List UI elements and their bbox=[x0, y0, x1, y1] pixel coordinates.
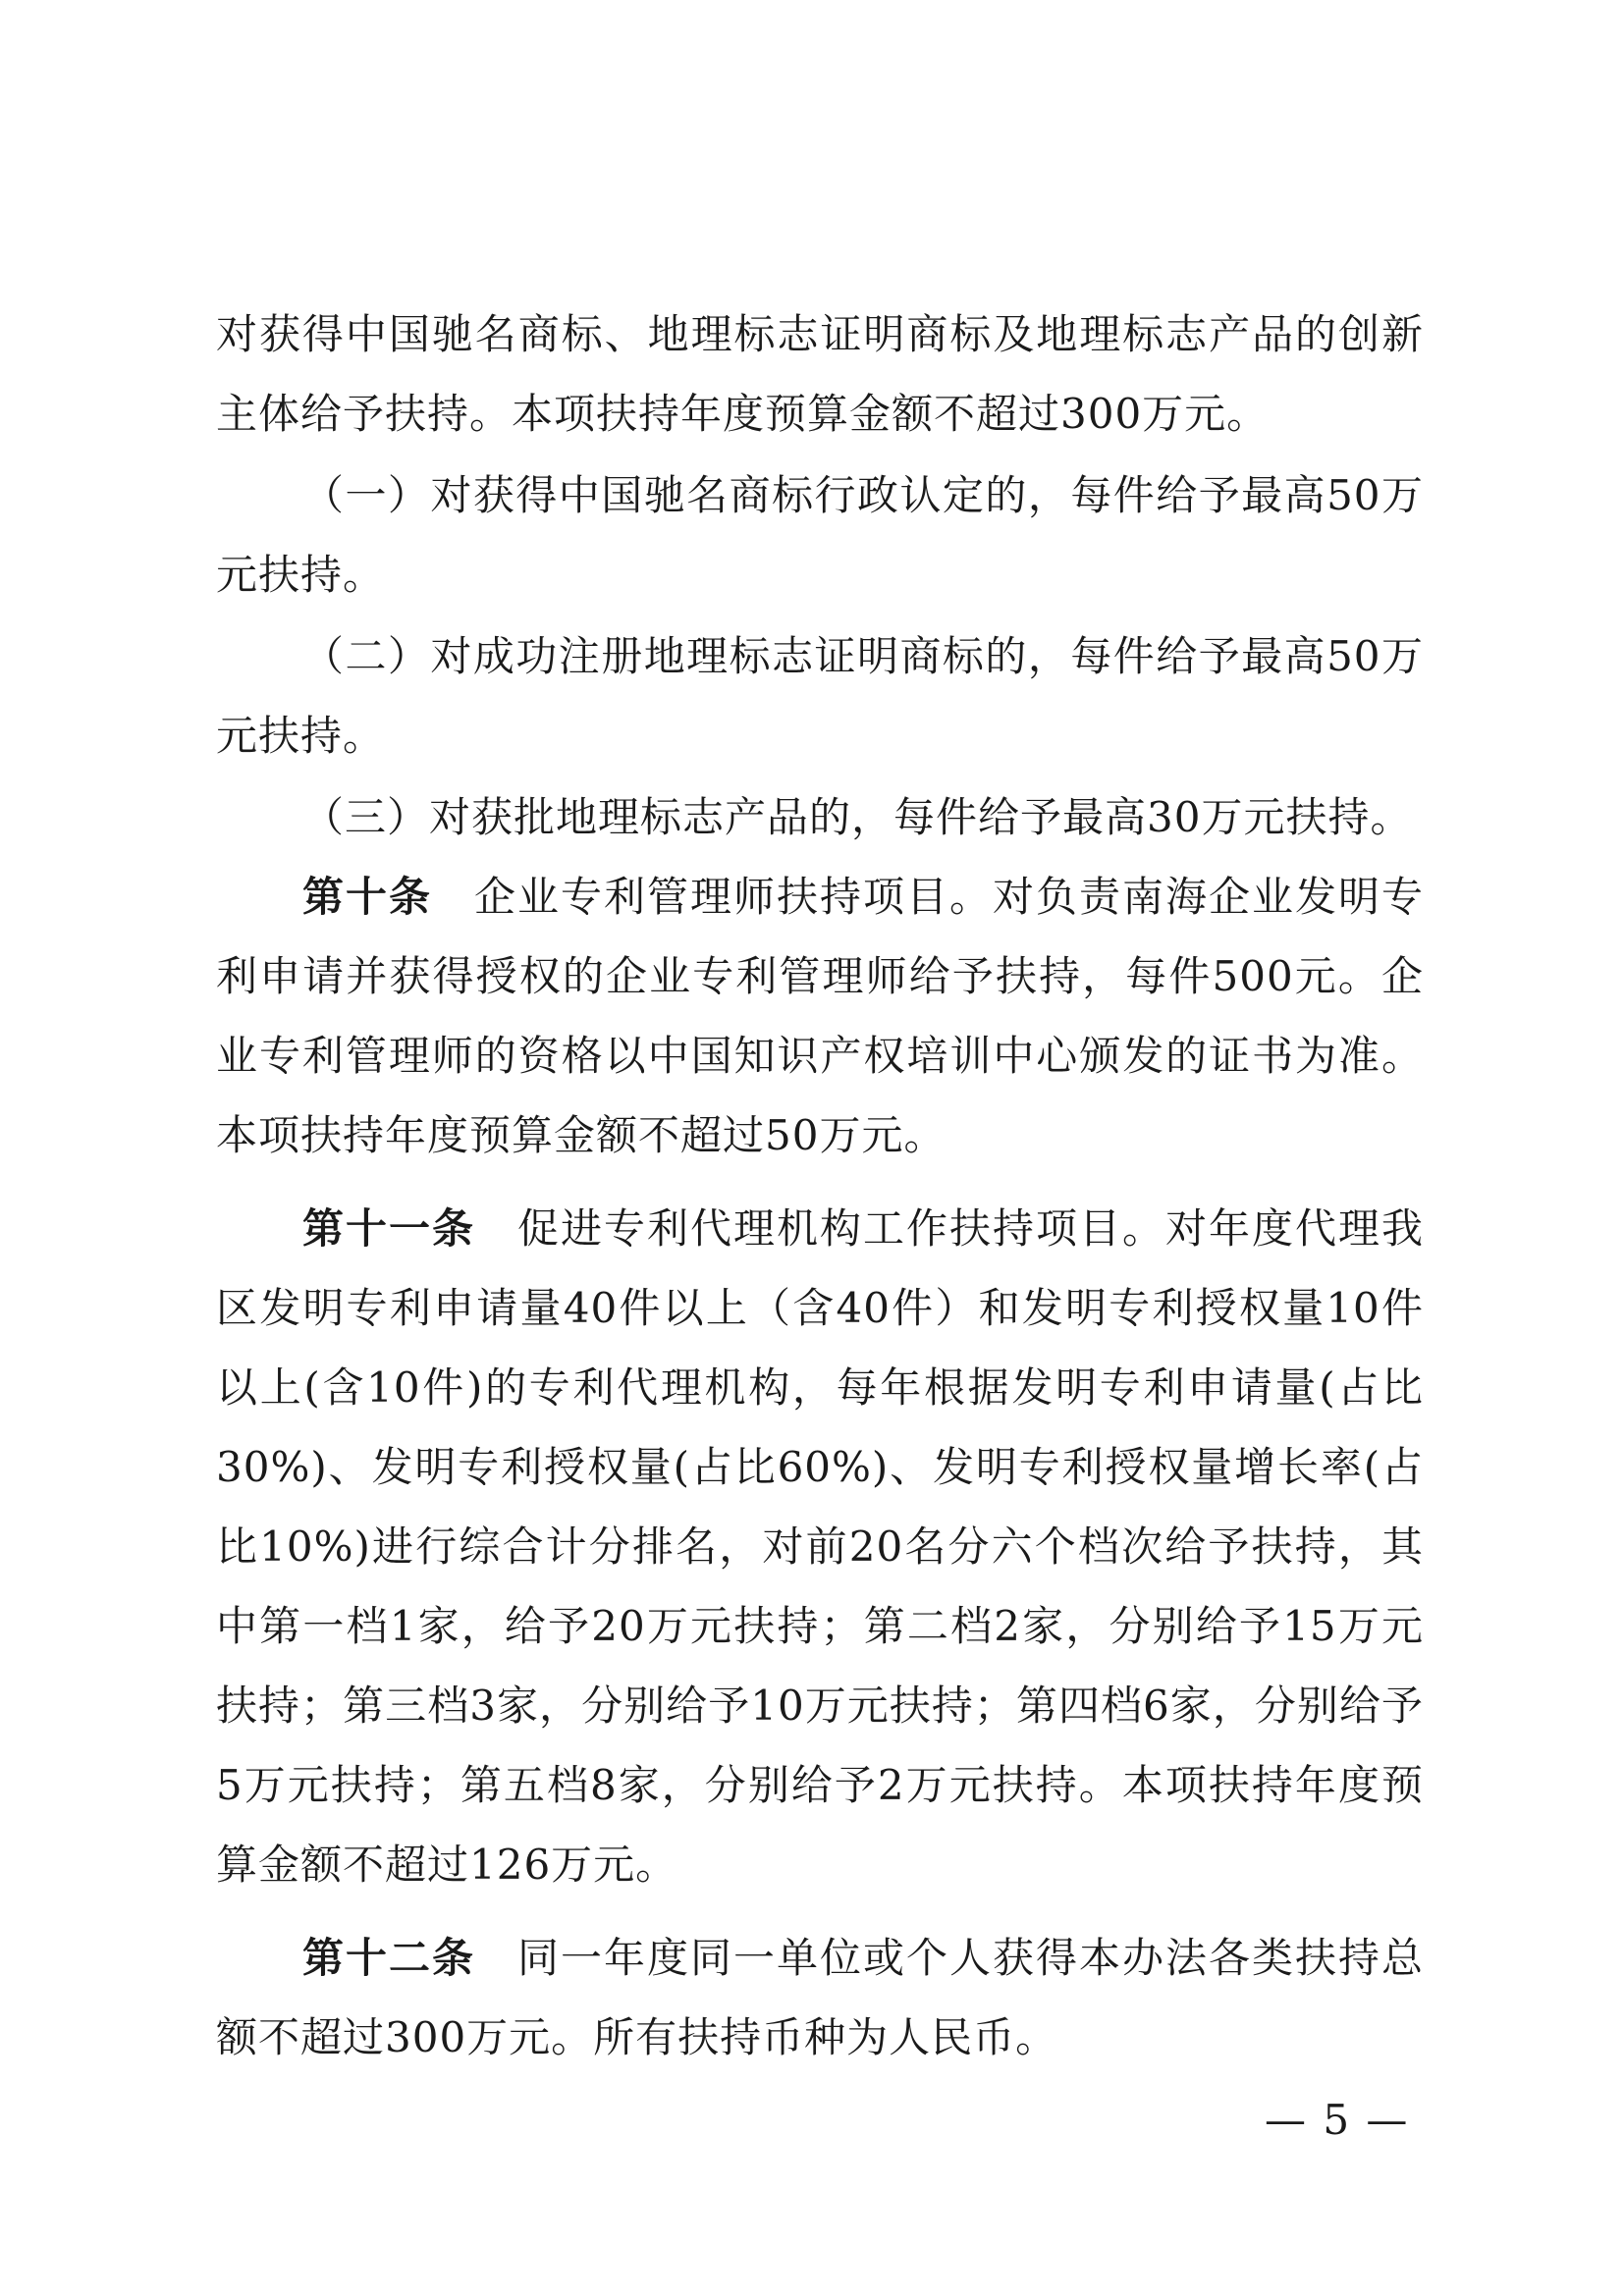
article-12-text: 同一年度同一单位或个人获得本办法各类扶持总额不超过300万元。所有扶持币种为人民币。 bbox=[216, 1934, 1424, 2061]
paragraph-article-10 bbox=[216, 857, 1424, 1175]
article-12-title: 第十二条 bbox=[302, 1934, 475, 1982]
paragraph-item-1: （一）对获得中国驰名商标行政认定的，每件给予最高50万元扶持。 bbox=[216, 471, 1424, 599]
paragraph-item-2: （二）对成功注册地理标志证明商标的，每件给予最高50万元扶持。 bbox=[216, 632, 1424, 760]
paragraph-item-3: （三）对获批地理标志产品的，每件给予最高30万元扶持。 bbox=[302, 793, 1413, 841]
page-number: — 5 — bbox=[1265, 2096, 1410, 2144]
article-11-title: 第十一条 bbox=[302, 1204, 475, 1253]
article-11-text: 促进专利代理机构工作扶持项目。对年度代理我区发明专利申请量40件以上（含40件）和发明专利授权量10件以上(含10件)的专利代理机构，每年根据发明专利申请量(占比30%)、发明专利授权量(占比60%)、发明专利授权量增长率(占比10%)进行综合计分排名，对前20名分六个档次给予扶持，其中第一档1家，给予20万元扶持；第二档2家，分别给予15万元扶持；第三档3家，分别给予10万元扶持；第四档6家，分别给予5万元扶持；第五档8家，分别给予2万元扶持。本项扶持年度预算金额不超过126万元。 bbox=[216, 1204, 1424, 1889]
document-body bbox=[216, 294, 1424, 2077]
paragraph-trademark-support: 对获得中国驰名商标、地理标志证明商标及地理标志产品的创新主体给予扶持。本项扶持年度预算金额不超过300万元。 bbox=[216, 310, 1424, 438]
paragraph-article-11 bbox=[216, 1189, 1424, 1904]
paragraph-article-12 bbox=[216, 1918, 1424, 2077]
article-10-text: 企业专利管理师扶持项目。对负责南海企业发明专利申请并获得授权的企业专利管理师给予扶持，每件500元。企业专利管理师的资格以中国知识产权培训中心颁发的证书为准。本项扶持年度预算金额不超过50万元。 bbox=[216, 873, 1424, 1159]
article-10-title: 第十条 bbox=[302, 873, 432, 921]
